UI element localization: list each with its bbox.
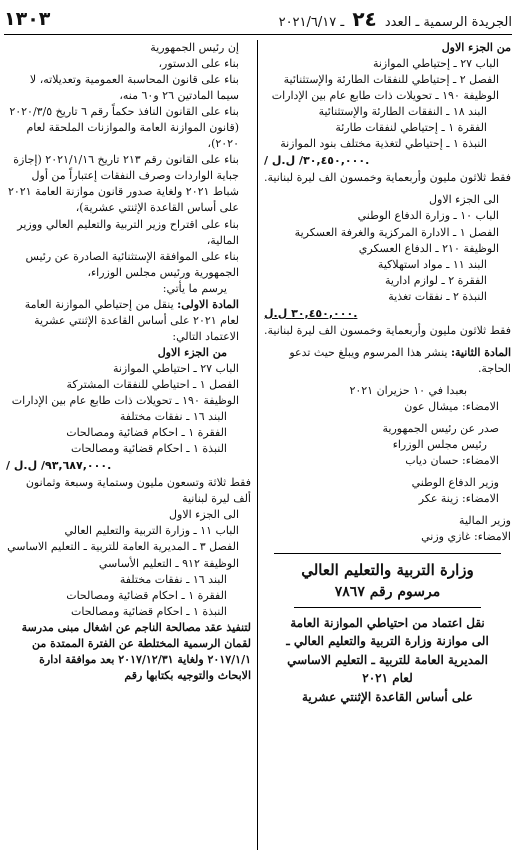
decree-number: مرسوم رقم ٧٨٦٧: [334, 584, 441, 601]
to-function: الوظيفة ٢١٠ ـ الدفاع العسكري: [358, 241, 499, 255]
pm-signature: الامضاء: حسان دياب: [405, 454, 499, 468]
preamble-3: بناء على القانون النافذ حكماً رقم ٦ تاريخ ٢٠٢٠/٣/٥ (قانون الموازنة العامة والموازنات الملحقة لعام ٢٠٢٠)،: [9, 105, 239, 151]
line-subparagraph: النبذة ١ ـ إحتياطي لتغذية مختلف بنود الموازنة: [280, 137, 487, 151]
left-line-section: الفصل ١ ـ احتياطي للنفقات المشتركة: [66, 377, 239, 391]
line-chapter: الباب ٢٧ ـ إحتياطي الموازنة: [372, 57, 499, 71]
line-paragraph: الفقرة ١ ـ إحتياطي لنفقات طارئة: [335, 121, 487, 135]
decrees-intro: يرسم ما يأتي:: [162, 281, 227, 295]
page-number: ١٣٠٣: [4, 8, 51, 30]
separator-line: [274, 553, 501, 554]
decree-subject-3: المديرية العامة للتربية ـ التعليم الاساسي: [287, 652, 488, 667]
left-to-paragraph: الفقرة ١ ـ احكام قضائية ومصالحات: [66, 588, 227, 602]
left-line-item: البند ١٦ ـ نفقات مختلفة: [119, 410, 227, 424]
column-divider: [257, 40, 258, 850]
left-to-chapter: الباب ١١ ـ وزارة التربية والتعليم العالي: [64, 524, 239, 538]
left-line-paragraph: الفقرة ١ ـ احكام قضائية ومصالحات: [66, 426, 227, 440]
ministry-title: وزارة التربية والتعليم العالي: [301, 561, 474, 580]
line-section: الفصل ٢ ـ إحتياطي للنفقات الطارئة والإستثنائية: [283, 73, 499, 87]
amount-words-2: فقط ثلاثون مليون وأربعماية وخمسون الف ليرة لبنانية.: [264, 323, 511, 337]
gazette-title: [279, 7, 512, 31]
president-signature: الامضاء: ميشال عون: [404, 399, 499, 413]
amount-words: فقط ثلاثون مليون وأربعماية وخمسون الف ليرة لبنانية.: [264, 171, 511, 185]
pm-title: رئيس مجلس الوزراء: [392, 438, 487, 452]
issued-by: صدر عن رئيس الجمهورية: [382, 422, 499, 436]
left-to-function: الوظيفة ٩١٢ ـ التعليم الأساسي: [98, 556, 239, 570]
page-header: [4, 4, 512, 35]
intro: إن رئيس الجمهورية: [150, 41, 239, 54]
left-amount-figure: / ٩٣,٦٨٧,٠٠٠/ ل.ل.: [6, 459, 112, 473]
left-line-chapter: الباب ٢٧ ـ احتياطي الموازنة: [112, 361, 239, 375]
defense-title: وزير الدفاع الوطني: [411, 476, 499, 490]
left-to-part-title: الى الجزء الاول: [169, 508, 239, 522]
decree-subject-4: لعام ٢٠٢١: [362, 671, 413, 686]
signed-place-date: بعبدا في ١٠ حزيران ٢٠٢١: [349, 383, 467, 397]
to-chapter: الباب ١٠ ـ وزارة الدفاع الوطني: [357, 209, 499, 223]
left-part1-title: من الجزء الاول: [157, 345, 227, 359]
to-item: البند ١١ ـ مواد استهلاكية: [377, 257, 487, 271]
left-to-section: الفصل ٣ ـ المديرية العامة للتربية ـ التعليم الاساسي: [7, 540, 239, 554]
to-paragraph: الفقرة ٢ ـ لوازم ادارية: [384, 273, 487, 287]
line-function: الوظيفة ١٩٠ ـ تحويلات ذات طابع عام بين الإدارات: [271, 89, 499, 103]
preamble-6: بناء على الموافقة الإستثنائية الصادرة عن رئيس الجمهورية ورئيس مجلس الوزراء،: [25, 249, 239, 279]
left-to-subparagraph: النبذة ١ ـ احكام قضائية ومصالحات: [71, 604, 227, 618]
gazette-name: الجريدة الرسمية ـ العدد: [384, 15, 512, 30]
amount-figure: / ٣٠,٤٥٠,٠٠٠/ ل.ل.: [264, 154, 370, 168]
part1-title: من الجزء الاول: [441, 41, 511, 54]
defense-signature: الامضاء: زينة عكر: [418, 492, 499, 506]
line-item: البند ١٨ ـ النفقات الطارئة والإستثنائية: [318, 105, 487, 119]
to-part-title: الى الجزء الاول: [429, 193, 499, 207]
decree-underline: [294, 607, 481, 608]
footer-text: لتنفيذ عقد مصالحة الناجم عن اشغال مبنى مدرسة لقمان الرسمية المختلطة عن الفترة الممتدة من ٢٠١٧/١/١ ولغاية ٢٠١٧/١٢/٣١ بعد موافقة ادارة الابحاث والتوجيه بكتابها رقم: [21, 620, 251, 682]
preamble-5: بناء على اقتراح وزير التربية والتعليم العالي ووزير المالية،: [17, 217, 239, 247]
left-line-function: الوظيفة ١٩٠ ـ تحويلات ذات طابع عام بين الإدارات: [11, 394, 239, 408]
finance-title: وزير المالية: [459, 514, 511, 528]
decree-subject-2: الى موازنة وزارة التربية والتعليم العالي ـ: [286, 634, 489, 649]
right-column: [264, 40, 511, 707]
left-column: [6, 40, 251, 684]
issue-date: ـ ٢٠٢١/٦/١٧: [278, 15, 345, 30]
to-subparagraph: النبذة ٢ ـ نفقات تغذية: [388, 289, 487, 303]
decree-subject-1: نقل اعتماد من احتياطي الموازنة العامة: [290, 615, 485, 630]
issue-number: ٢٤: [352, 7, 377, 31]
to-section: الفصل ١ ـ الادارة المركزية والغرفة العسكرية: [294, 225, 499, 239]
left-amount-words: فقط ثلاثة وتسعون مليون وستماية وسبعة وثمانون ألف ليرة لبنانية: [25, 476, 251, 506]
decree-subject-5: على أساس القاعدة الإثنتي عشرية: [301, 690, 474, 705]
left-line-subparagraph: النبذة ١ ـ احكام قضائية ومصالحات: [71, 442, 227, 456]
article-1: المادة الاولى: ينقل من إحتياطي الموازنة العامة لعام ٢٠٢١ على أساس القاعدة الإثنتي عشرية الاعتماد التالي:: [24, 297, 239, 343]
amount-figure-2: ٣٠,٤٥٠,٠٠٠ ل.ل.: [264, 306, 358, 320]
preamble-2: بناء على قانون المحاسبة العمومية وتعديلاته، لا سيما المادتين ٢٦ و٦٠ منه،: [29, 73, 239, 103]
left-to-item: البند ١٦ ـ نفقات مختلفة: [119, 572, 227, 586]
article-2: المادة الثانية: ينشر هذا المرسوم ويبلغ حيث تدعو الحاجة.: [289, 345, 511, 375]
finance-signature: الامضاء: غازي وزني: [421, 530, 511, 544]
preamble-4: بناء على القانون رقم ٢١٣ تاريخ ٢٠٢١/١/١٦ (إجازة جباية الواردات وصرف النفقات إعتباراً من أول شباط ٢٠٢١ ولغاية صدور قانون موازنة العامة ٢٠٢١ على أساس القاعدة الإثنتي عشرية)،: [7, 153, 239, 215]
preamble-1: بناء على الدستور،: [158, 57, 239, 71]
